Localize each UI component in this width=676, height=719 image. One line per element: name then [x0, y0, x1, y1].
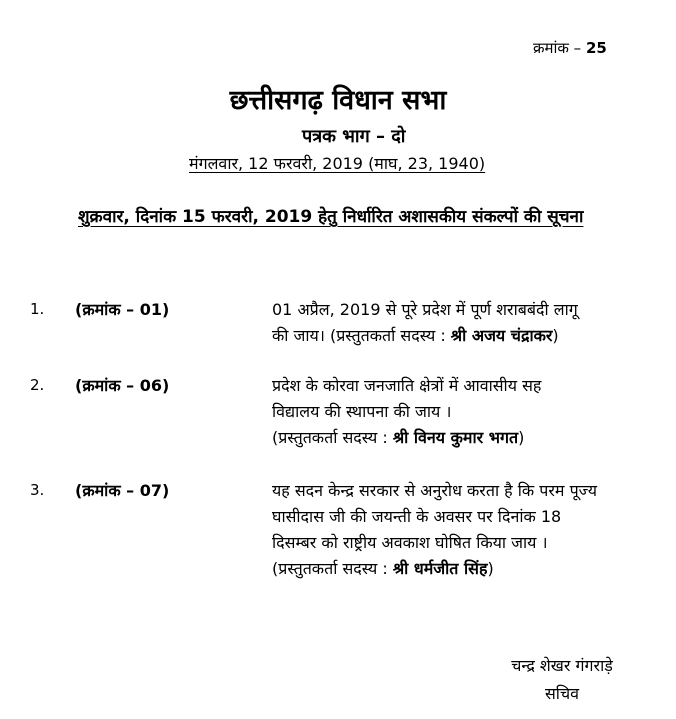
- item-line: 01 अप्रैल, 2019 से पूरे प्रदेश में पूर्ण शराबबंदी लागू: [272, 300, 578, 319]
- page-title: छत्तीसगढ़ विधान सभा: [229, 85, 447, 116]
- notice-title: शुक्रवार, दिनांक 15 फरवरी, 2019 हेतु निर्धारित अशासकीय संकल्पों की सूचना: [78, 207, 584, 227]
- presenter-prefix: की जाय। (प्रस्तुतकर्ता सदस्य :: [272, 326, 451, 345]
- item-text: [272, 297, 652, 349]
- bulletin-part: पत्रक भाग – दो: [302, 126, 406, 147]
- signatory-name: चन्द्र शेखर गंगराड़े: [511, 656, 613, 675]
- presenter-prefix: (प्रस्तुतकर्ता सदस्य :: [272, 559, 393, 578]
- item-line: विद्यालय की स्थापना की जाय ।: [272, 402, 452, 421]
- item-number: 1.: [30, 300, 45, 318]
- presenter-name: श्री धर्मजीत सिंह: [392, 559, 488, 578]
- presenter-suffix: ): [552, 326, 559, 345]
- item-kramank: (क्रमांक – 07): [75, 481, 170, 500]
- kramank-number: [533, 38, 607, 58]
- item-line: प्रदेश के कोरवा जनजाति क्षेत्रों में आवासीय सह: [272, 376, 542, 395]
- item-kramank: (क्रमांक – 01): [75, 300, 170, 319]
- presenter-prefix: (प्रस्तुतकर्ता सदस्य :: [272, 428, 393, 447]
- bulletin-date: मंगलवार, 12 फरवरी, 2019 (माघ, 23, 1940): [189, 154, 486, 173]
- item-presenter: [272, 556, 652, 582]
- item-presenter: [272, 323, 652, 349]
- item-presenter: [272, 425, 652, 451]
- item-line: घासीदास जी की जयन्ती के अवसर पर दिनांक 18: [272, 507, 562, 526]
- item-number: 2.: [30, 376, 45, 394]
- presenter-name: श्री अजय चंद्राकर: [450, 326, 553, 345]
- presenter-suffix: ): [487, 559, 494, 578]
- kramank-label: क्रमांक –: [533, 39, 586, 57]
- item-number: 3.: [30, 481, 45, 499]
- item-kramank: (क्रमांक – 06): [75, 376, 170, 395]
- presenter-suffix: ): [518, 428, 525, 447]
- presenter-name: श्री विनय कुमार भगत: [392, 428, 519, 447]
- kramank-value: 25: [585, 39, 607, 57]
- item-text: [272, 478, 652, 582]
- item-line: दिसम्बर को राष्ट्रीय अवकाश घोषित किया जाय ।: [272, 533, 548, 552]
- item-line: यह सदन केन्द्र सरकार से अनुरोध करता है कि परम पूज्य: [272, 481, 598, 500]
- item-text: [272, 373, 652, 451]
- signatory-designation: सचिव: [544, 684, 580, 703]
